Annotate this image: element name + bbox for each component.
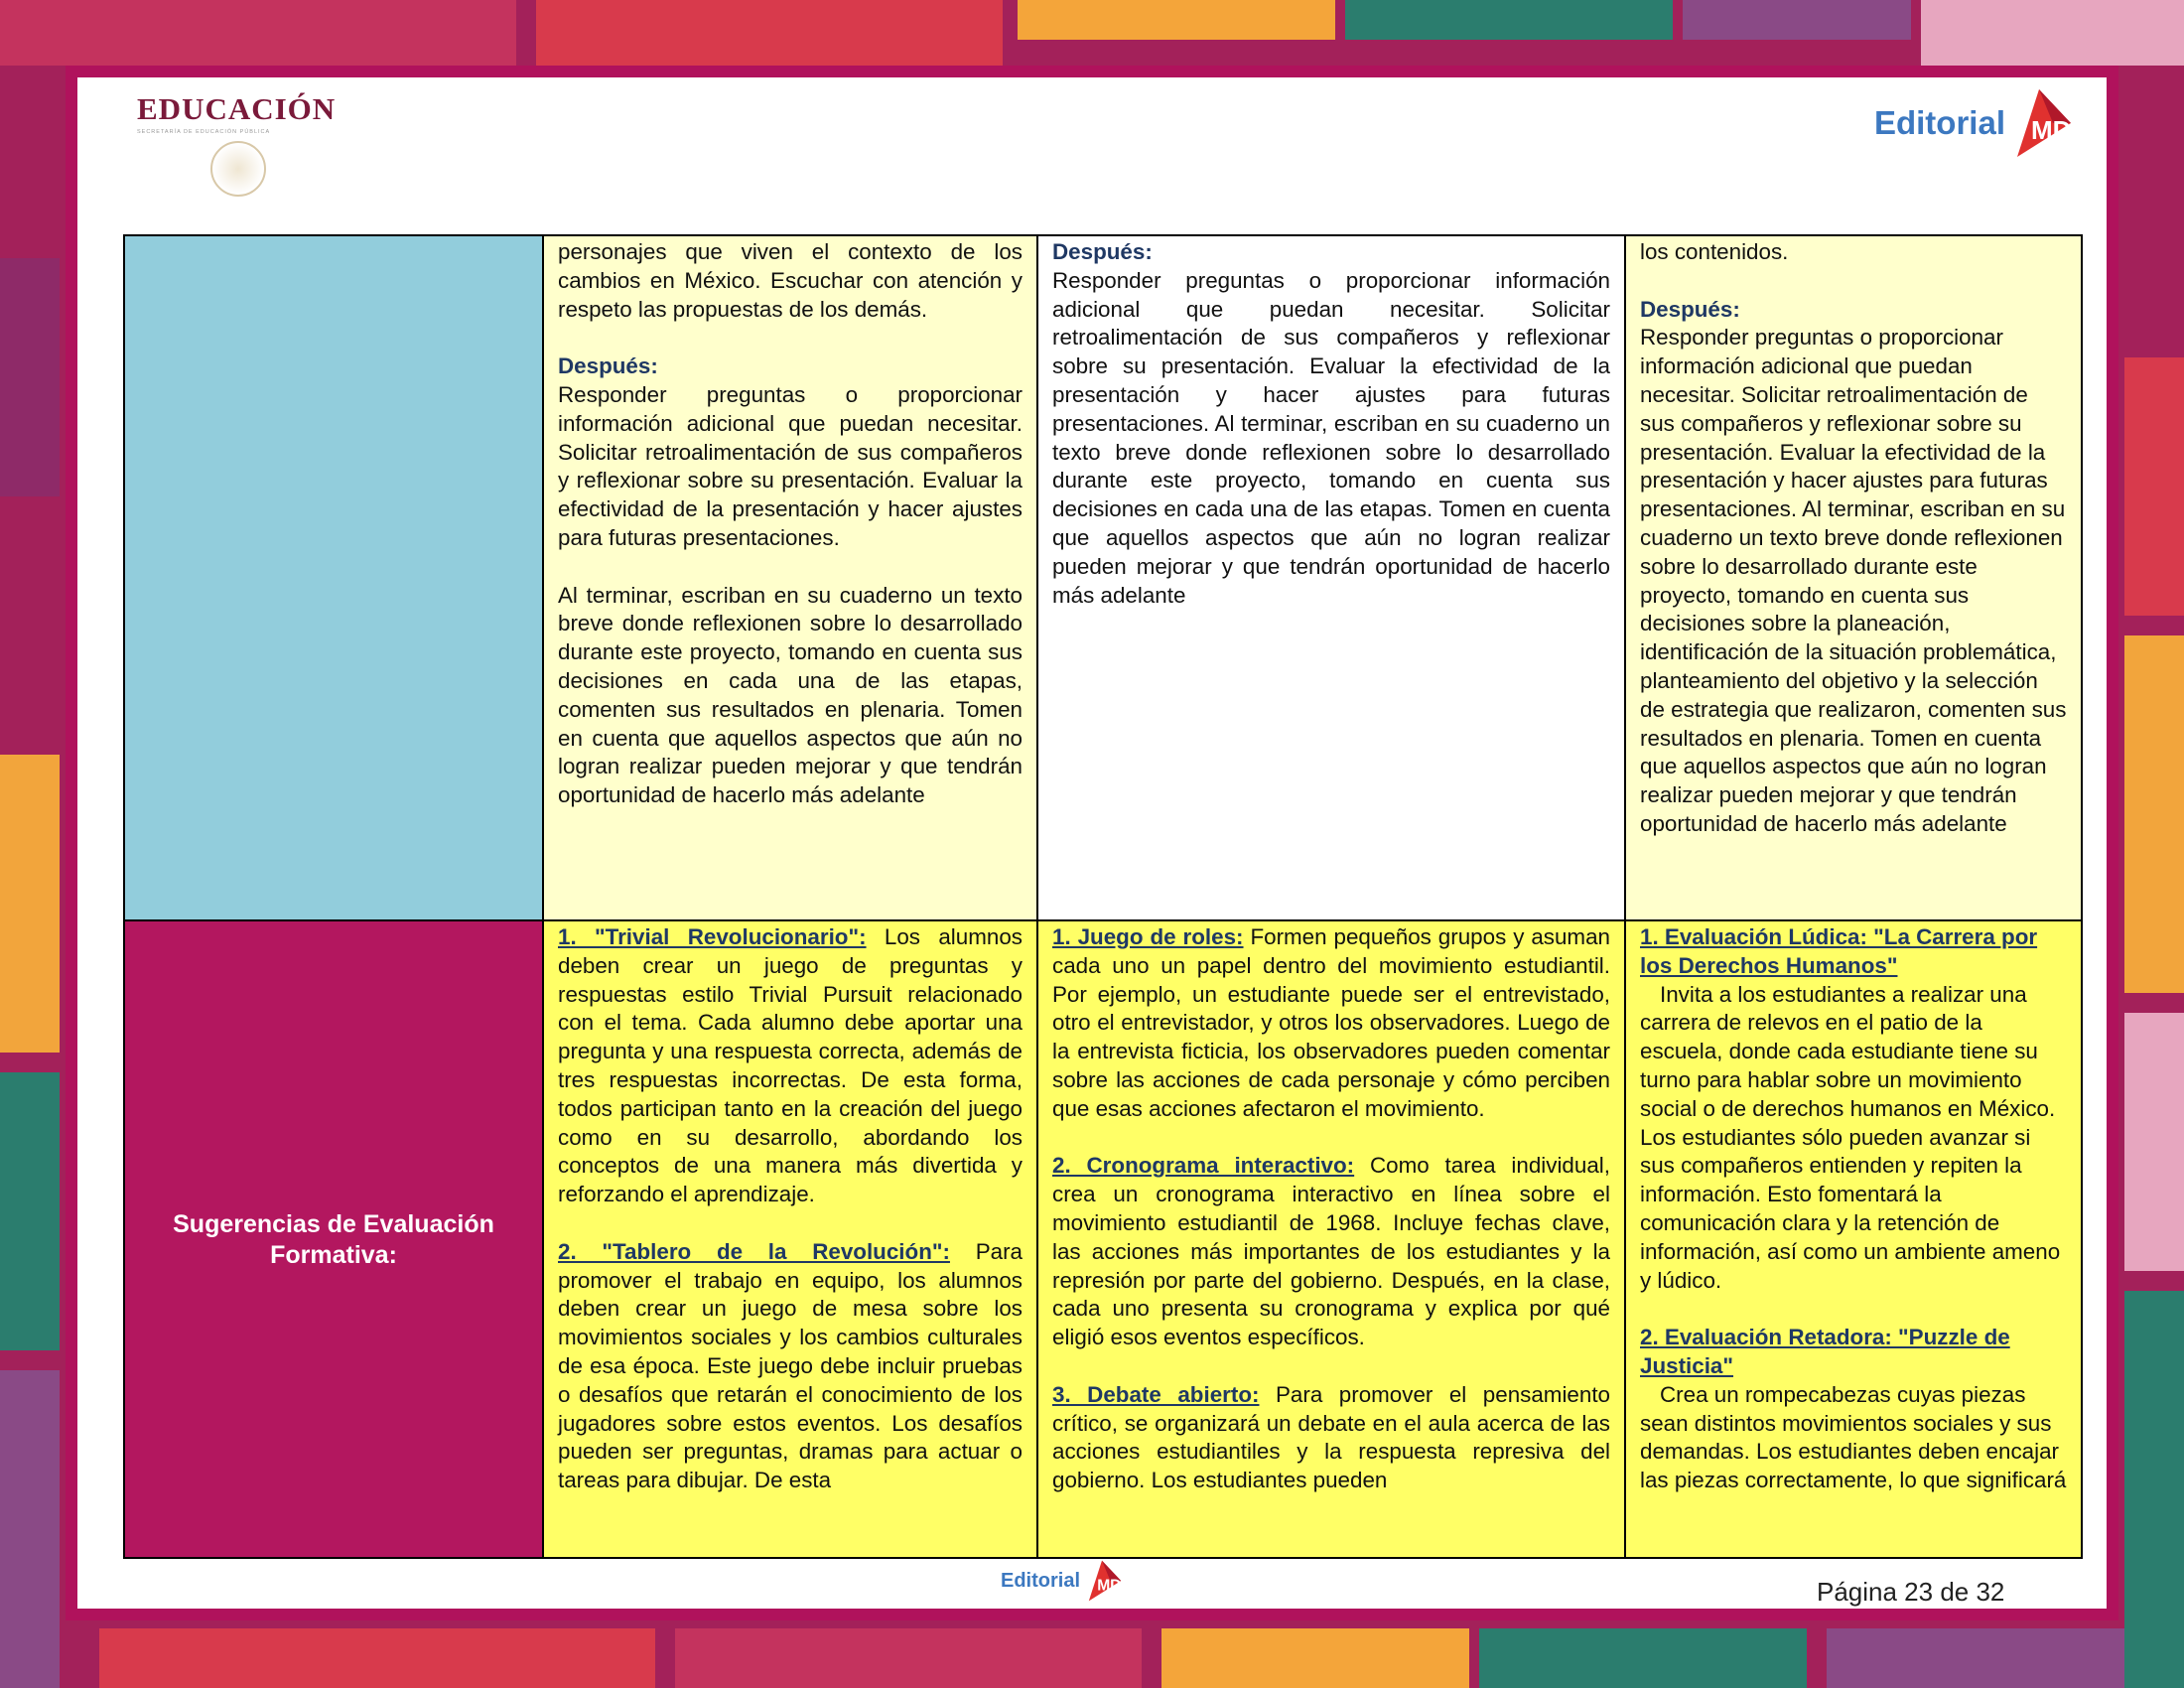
item-text: Como tarea individual, crea un cronograma interactivo en línea sobre el movimiento estudiantil de 1968. Incluye fechas clave, las acciones más importantes de los estudiantes y la represión por parte del gobierno. Después, en la clase, cada uno presenta su cronograma y explica por qué eligió esos eventos específicos.	[1052, 1153, 1610, 1350]
item-text: Los alumnos deben crear un juego de preguntas y respuestas estilo Trivial Pursuit relacionado con el tema. Cada alumno debe aportar una pregunta y una respuesta correcta, además de tres respuestas incorrectas. De esta forma, todos participan tanto en la creación del juego como en su desarrollo, abordando los conceptos de una manera más divertida y reforzando el aprendizaje.	[558, 924, 1023, 1207]
item-title: 2. Evaluación Retadora: "Puzzle de Justicia"	[1640, 1325, 2010, 1378]
cell-paragraph: Invita a los estudiantes a realizar una carrera de relevos en el patio de la escuela, donde cada estudiante tiene su turno para hablar sobre un movimiento social o de derechos humanos en México. Los estudiantes sólo pueden avanzar si sus compañeros entienden y repiten la información. Esto fomentará la comunicación clara y la retención de información, así como un ambiente ameno y lúdico.	[1640, 981, 2061, 1293]
table-cell	[1625, 235, 2082, 920]
cell-paragraph	[558, 1238, 1023, 1495]
item-text: Para promover el pensamiento crítico, se organizará un debate en el aula acerca de las acciones estudiantiles y la respuesta represiva del gobierno. Los estudiantes pueden	[1052, 1381, 1611, 1493]
section-heading: Después:	[1052, 239, 1153, 264]
table-row	[124, 235, 2082, 920]
svg-text:MD: MD	[1097, 1577, 1122, 1595]
editorial-md-logo	[1874, 87, 2079, 159]
md-badge-icon	[1084, 1559, 1126, 1603]
cell-paragraph	[1052, 1152, 1610, 1352]
footer-logo-text: Editorial	[1001, 1569, 1081, 1592]
cell-paragraph: Crea un rompecabezas cuyas piezas sean distintos movimientos sociales y sus demandas. Los estudiantes deben encajar las piezas correctamente, lo que significará	[1640, 1381, 2067, 1493]
footer-editorial-logo	[1001, 1559, 1126, 1603]
item-title: 1. "Trivial Revolucionario":	[558, 924, 867, 949]
item-title: 1. Evaluación Lúdica: "La Carrera por los Derechos Humanos"	[1640, 924, 2038, 978]
document-page	[77, 77, 2107, 1609]
item-text: Formen pequeños grupos y asuman cada uno un papel dentro del movimiento estudiantil. Por ejemplo, un estudiante puede ser el entrevistado, otro el entrevistador, y otros los observadores. Luego de la entrevista ficticia, los observadores pueden comentar sobre las acciones de cada personaje y cómo perciben que esas acciones afectaron el movimiento.	[1052, 924, 1610, 1121]
sep-logo	[137, 91, 355, 197]
section-heading: Después:	[1640, 296, 1740, 322]
table-cell	[1037, 920, 1625, 1558]
cell-paragraph	[558, 923, 1023, 1209]
cell-paragraph: Responder preguntas o proporcionar información adicional que puedan necesitar. Solicitar retroalimentación de sus compañeros y reflexionar sobre su presentación. Evaluar la efectividad de la presentación y hacer ajustes para futuras presentaciones. Al terminar, escriban en su cuaderno un texto breve donde reflexionen sobre lo desarrollado durante este proyecto, tomando en cuenta sus decisiones en cada una de las etapas. Tomen en cuenta que aquellos aspectos que aún no logran realizar pueden mejorar y que tendrán oportunidad de hacerlo más adelante	[1052, 267, 1610, 608]
item-title: 2. Cronograma interactivo:	[1052, 1153, 1355, 1179]
svg-text:MD: MD	[2031, 115, 2072, 145]
seal-icon	[210, 141, 266, 197]
item-title: 3. Debate abierto:	[1052, 1381, 1260, 1407]
planning-table	[123, 234, 2083, 1559]
sep-title: EDUCACIÓN	[137, 91, 337, 126]
section-heading: Después:	[558, 353, 658, 379]
item-title: 2. "Tablero de la Revolución":	[558, 1238, 950, 1264]
table-row	[124, 920, 2082, 1558]
cell-paragraph: Responder preguntas o proporcionar información adicional que puedan necesitar. Solicitar retroalimentación de sus compañeros y reflexionar sobre su presentación. Evaluar la efectividad de la presentación y hacer ajustes para futuras presentaciones. Al terminar, escriban en su cuaderno un texto breve donde reflexionen sobre lo desarrollado durante este proyecto, tomando en cuenta sus decisiones sobre la planeación, identificación de la situación problemática, planteamiento del objetivo y la selección de estrategia que realizaron, comenten sus resultados en plenaria. Tomen en cuenta que aquellos aspectos que aún no logran realizar pueden mejorar y que tendrán oportunidad de hacerlo más adelante	[1640, 325, 2067, 836]
editorial-logo-text: Editorial	[1873, 104, 2005, 141]
cell-paragraph: los contenidos.	[1640, 239, 1789, 264]
cell-paragraph	[1052, 923, 1610, 1124]
sep-subtitle: SECRETARÍA DE EDUCACIÓN PÚBLICA	[137, 129, 271, 135]
item-text: Para promover el trabajo en equipo, los alumnos deben crear un juego de mesa sobre los movimientos sociales y los cambios culturales de esa época. Este juego debe incluir pruebas o desafíos que retarán el conocimiento de los jugadores sobre estos eventos. Los desafíos pueden ser preguntas, dramas para actuar o tareas para dibujar. De esta	[558, 1238, 1023, 1493]
table-cell	[543, 920, 1037, 1558]
row-label-cell	[124, 235, 543, 920]
item-title: 1. Juego de roles:	[1052, 924, 1244, 949]
cell-paragraph: personajes que viven el contexto de los cambios en México. Escuchar con atención y respeto las propuestas de los demás.	[558, 239, 1023, 322]
md-badge-icon	[2009, 87, 2079, 159]
table-cell	[1037, 235, 1625, 920]
table-cell	[543, 235, 1037, 920]
cell-paragraph: Al terminar, escriban en su cuaderno un texto breve donde reflexionen sobre lo desarrollado durante este proyecto, tomando en cuenta sus decisiones en cada una de las etapas, comenten sus resultados en plenaria. Tomen en cuenta que aquellos aspectos que aún no logran realizar pueden mejorar y que tendrán oportunidad de hacerlo más adelante	[558, 582, 1023, 808]
page-number: Página 23 de 32	[1817, 1577, 2005, 1607]
cell-paragraph: Responder preguntas o proporcionar información adicional que puedan necesitar. Solicitar retroalimentación de sus compañeros y reflexionar sobre su presentación. Evaluar la efectividad de la presentación y hacer ajustes para futuras presentaciones.	[558, 381, 1023, 550]
table-cell	[1625, 920, 2082, 1558]
cell-paragraph	[1052, 1381, 1610, 1495]
row-label-evaluacion: Sugerencias de Evaluación Formativa:	[124, 920, 543, 1558]
